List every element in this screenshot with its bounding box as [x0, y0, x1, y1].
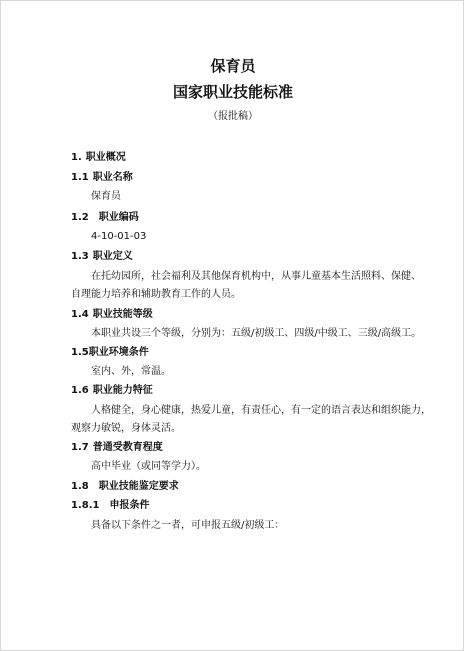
section-label: 普通受教育程度 — [92, 442, 163, 453]
section-body-1-4: 本职业共设三个等级，分别为：五级/初级工、四级/中级工、三级/高级工。 — [91, 328, 422, 339]
section-body-1-7: 高中毕业（或同等学力）。 — [91, 461, 206, 472]
section-number: 1.2 — [71, 212, 89, 223]
section-heading-1 — [71, 151, 126, 164]
section-heading-1-5 — [71, 346, 149, 359]
section-label: 职业定义 — [92, 251, 133, 262]
section-heading-1-6 — [71, 384, 153, 397]
section-body-1-2: 4-10-01-03 — [91, 231, 147, 242]
section-heading-1-8-1 — [71, 499, 149, 512]
document-note: （报批稿） — [208, 111, 258, 122]
section-number: 1. — [71, 152, 82, 163]
section-heading-1-8 — [71, 480, 179, 493]
section-number: 1.3 — [71, 251, 89, 262]
section-heading-1-3 — [71, 250, 133, 263]
section-label: 职业名称 — [92, 172, 133, 183]
section-body-1-1: 保育员 — [91, 191, 121, 202]
section-number: 1.5 — [71, 347, 89, 358]
section-heading-1-4 — [71, 308, 153, 321]
section-label: 职业技能等级 — [92, 309, 153, 320]
section-heading-1-1 — [71, 171, 133, 184]
section-number: 1.4 — [71, 309, 89, 320]
section-body-1-6-line-2: 观察力敏锐，身体灵活。 — [71, 423, 181, 434]
section-label: 职业能力特征 — [92, 385, 153, 396]
document-title: 保育员 — [210, 57, 256, 75]
section-heading-1-7 — [71, 441, 163, 454]
section-label: 申报条件 — [109, 500, 150, 511]
section-body-1-3-line-1: 在托幼园所，社会福利及其他保育机构中，从事儿童基本生活照料、保健、 — [91, 271, 421, 282]
section-number: 1.8 — [71, 481, 89, 492]
section-number: 1.6 — [71, 385, 89, 396]
section-heading-1-2 — [71, 211, 139, 224]
document-subtitle: 国家职业技能标准 — [172, 83, 293, 101]
section-number: 1.8.1 — [71, 500, 100, 511]
section-body-1-5: 室内、外，常温。 — [91, 366, 171, 377]
section-label: 职业概况 — [85, 152, 126, 163]
section-body-1-3-line-2: 自理能力培养和辅助教育工作的人员。 — [71, 289, 241, 300]
section-body-1-6-line-1: 人格健全，身心健康，热爱儿童，有责任心，有一定的语言表达和组织能力， — [91, 405, 431, 416]
section-body-1-8-1: 具备以下条件之一者，可申报五级/初级工： — [91, 520, 285, 531]
section-label: 职业环境条件 — [88, 347, 149, 358]
section-number: 1.1 — [71, 172, 89, 183]
section-label: 职业编码 — [98, 212, 139, 223]
section-number: 1.7 — [71, 442, 89, 453]
section-label: 职业技能鉴定要求 — [98, 481, 179, 492]
